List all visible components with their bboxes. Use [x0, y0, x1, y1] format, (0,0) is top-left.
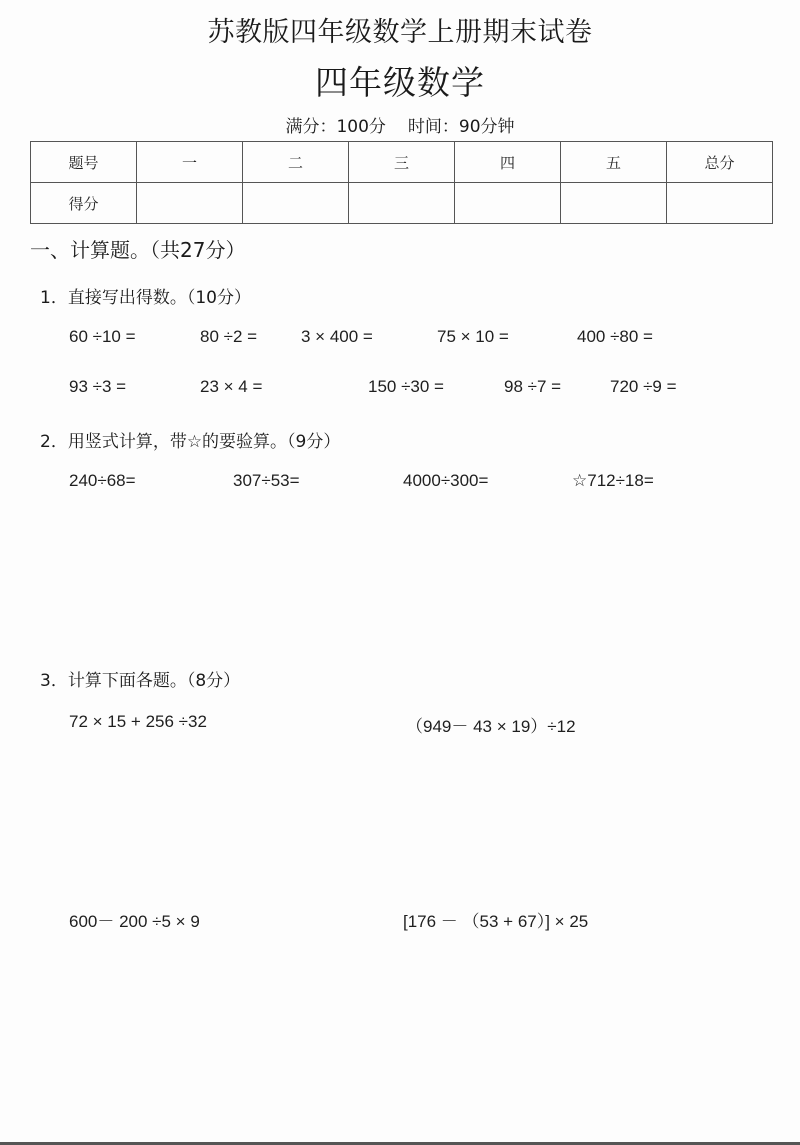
score-cell-2 [243, 183, 349, 224]
header-cell-label: 题号 [31, 142, 137, 183]
score-table [30, 141, 773, 224]
q1-expr: 98 ÷7 = [504, 377, 562, 396]
score-table-score-row [31, 183, 773, 224]
q1-expr: 400 ÷80 = [577, 327, 653, 346]
score-cell-total [667, 183, 773, 224]
q2-expr: 4000÷300= [403, 471, 489, 490]
q1-expr: 75 × 10 = [437, 327, 509, 346]
header-cell-1: 一 [137, 142, 243, 183]
full-score: 满分：100分 [285, 117, 386, 137]
score-cell-5 [561, 183, 667, 224]
question-2-heading: 2．用竖式计算，带☆的要验算。（9分） [40, 432, 341, 452]
exam-time: 时间：90分钟 [407, 117, 515, 137]
exam-title: 苏教版四年级数学上册期末试卷 [207, 17, 593, 48]
q3-expr: （949－ 43 × 19）÷12 [406, 717, 576, 736]
q1-expr: 3 × 400 = [301, 327, 373, 346]
header-cell-4: 四 [455, 142, 561, 183]
q1-expr: 80 ÷2 = [200, 327, 258, 346]
q1-expr: 720 ÷9 = [610, 377, 677, 396]
exam-meta [0, 112, 800, 137]
q3-expr: 72 × 15 + 256 ÷32 [69, 712, 207, 731]
q2-expr: 240÷68= [69, 471, 136, 490]
q3-expr: 600－ 200 ÷5 × 9 [69, 912, 200, 931]
header-cell-total: 总分 [667, 142, 773, 183]
q2-expr: ☆712÷18= [572, 471, 654, 490]
q3-expr: [176 － （53 + 67）] × 25 [403, 912, 589, 931]
header-cell-5: 五 [561, 142, 667, 183]
q1-expr: 150 ÷30 = [368, 377, 444, 396]
score-cell-3 [349, 183, 455, 224]
score-cell-1 [137, 183, 243, 224]
header-cell-3: 三 [349, 142, 455, 183]
score-table-header-row [31, 142, 773, 183]
section-heading: 一、计算题。（共27分） [30, 238, 246, 262]
exam-subtitle: 四年级数学 [315, 63, 485, 102]
question-1-heading: 1．直接写出得数。（10分） [40, 288, 251, 308]
q1-expr: 93 ÷3 = [69, 377, 127, 396]
q2-expr: 307÷53= [233, 471, 300, 490]
q1-expr: 23 × 4 = [200, 377, 263, 396]
score-cell-4 [455, 183, 561, 224]
q1-expr: 60 ÷10 = [69, 327, 136, 346]
question-3-heading: 3．计算下面各题。（8分） [40, 671, 241, 691]
header-cell-2: 二 [243, 142, 349, 183]
score-cell-label: 得分 [31, 183, 137, 224]
